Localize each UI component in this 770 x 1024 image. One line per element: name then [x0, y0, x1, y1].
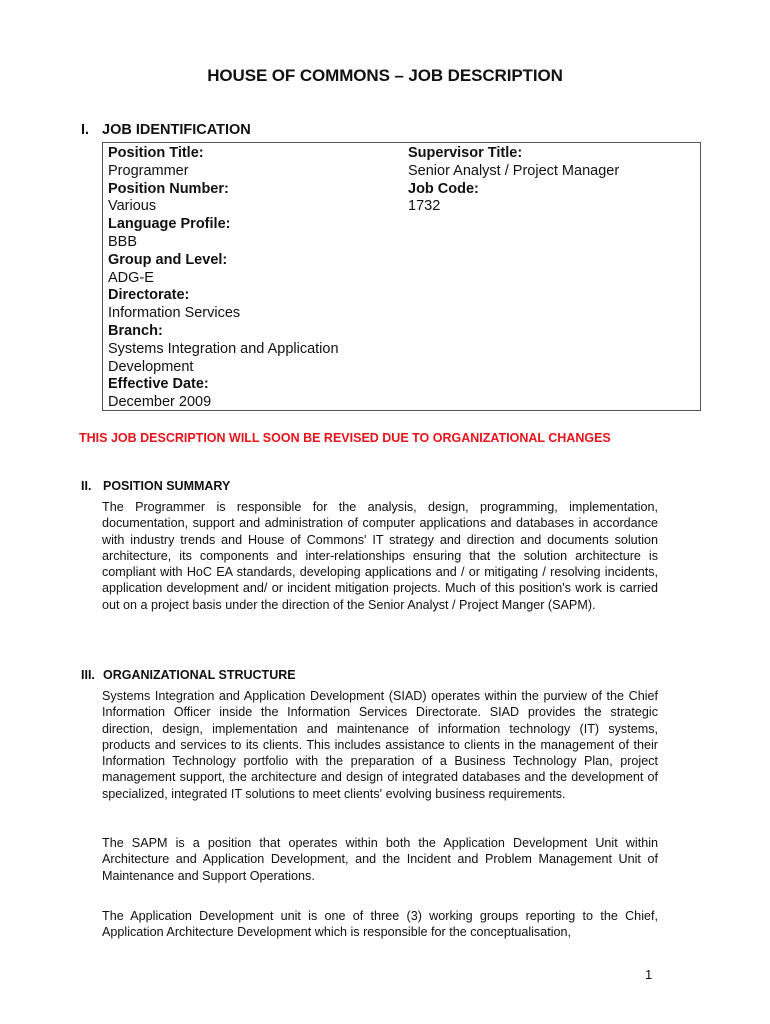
section-heading-organizational-structure: [81, 668, 296, 682]
job-code-label: Job Code:: [408, 180, 479, 197]
branch-label: Branch:: [108, 322, 163, 339]
language-profile-value: BBB: [108, 233, 138, 250]
effective-date-label: Effective Date:: [108, 376, 209, 393]
identification-left-column: [108, 145, 388, 412]
section-title: JOB IDENTIFICATION: [102, 122, 251, 138]
section-heading-job-identification: [81, 122, 251, 138]
organizational-structure-paragraph: Systems Integration and Application Development (SIAD) operates within the purview of the Chief Information Officer inside the Information Services Directorate. SIAD provides the strategic direction, design, implementation and maintenance of information technology (IT) systems, products and services to its clients. This includes assistance to clients in the management of their Information Technology portfolio with the preparation of a Business Technology Plan, project management support, the architecture and design of integrated databases and the development of specialized, integrated IT solutions to meet clients' evolving business requirements.: [102, 689, 658, 801]
section-number: III.: [81, 668, 95, 682]
supervisor-title-label: Supervisor Title:: [408, 145, 523, 161]
position-number-label: Position Number:: [108, 180, 229, 197]
position-summary-paragraph: The Programmer is responsible for the analysis, design, programming, implementation, documentation, support and administration of computer applications and databases in accordance with industry trends and House of Commons' IT strategy and direction and documents solution architecture, its components and inter-relationships ensuring that the solution architecture is compliant with HoC EA standards, developing applications and / or mitigating / resolving incidents, application development and/ or incident mitigation projects. Much of this position's work is carried out on a project basis under the direction of the Senior Analyst / Project Manger (SAPM).: [102, 500, 658, 612]
language-profile-label: Language Profile:: [108, 216, 231, 233]
directorate-value: Information Services: [108, 305, 241, 322]
organizational-structure-paragraph: The Application Development unit is one of three (3) working groups reporting to the Chief, Application Architecture Development which is responsible for the conceptualisation,: [102, 909, 658, 940]
branch-value: Systems Integration and Application Development: [108, 340, 339, 375]
effective-date-value: December 2009: [108, 394, 212, 411]
position-title-label: Position Title:: [108, 145, 204, 161]
revision-warning: THIS JOB DESCRIPTION WILL SOON BE REVISED DUE TO ORGANIZATIONAL CHANGES: [79, 431, 611, 445]
section-number: I.: [81, 122, 90, 138]
job-code-value: 1732: [408, 198, 441, 215]
section-number: II.: [81, 479, 92, 493]
group-and-level-label: Group and Level:: [108, 251, 228, 268]
identification-right-column: [408, 145, 698, 216]
section-title: POSITION SUMMARY: [103, 479, 231, 493]
section-title: ORGANIZATIONAL STRUCTURE: [103, 668, 296, 682]
position-title-value: Programmer: [108, 162, 189, 179]
group-and-level-value: ADG-E: [108, 269, 154, 286]
document-title: HOUSE OF COMMONS – JOB DESCRIPTION: [207, 66, 563, 85]
supervisor-title-value: Senior Analyst / Project Manager: [408, 162, 620, 179]
organizational-structure-paragraph: The SAPM is a position that operates within both the Application Development Unit within Architecture and Application Development, and the Incident and Problem Management Unit of Maintenance and Support Operations.: [102, 836, 658, 883]
section-heading-position-summary: [81, 479, 230, 493]
page-number: 1: [645, 967, 653, 982]
position-number-value: Various: [108, 198, 157, 215]
job-identification-box: [102, 142, 701, 411]
directorate-label: Directorate:: [108, 287, 190, 304]
